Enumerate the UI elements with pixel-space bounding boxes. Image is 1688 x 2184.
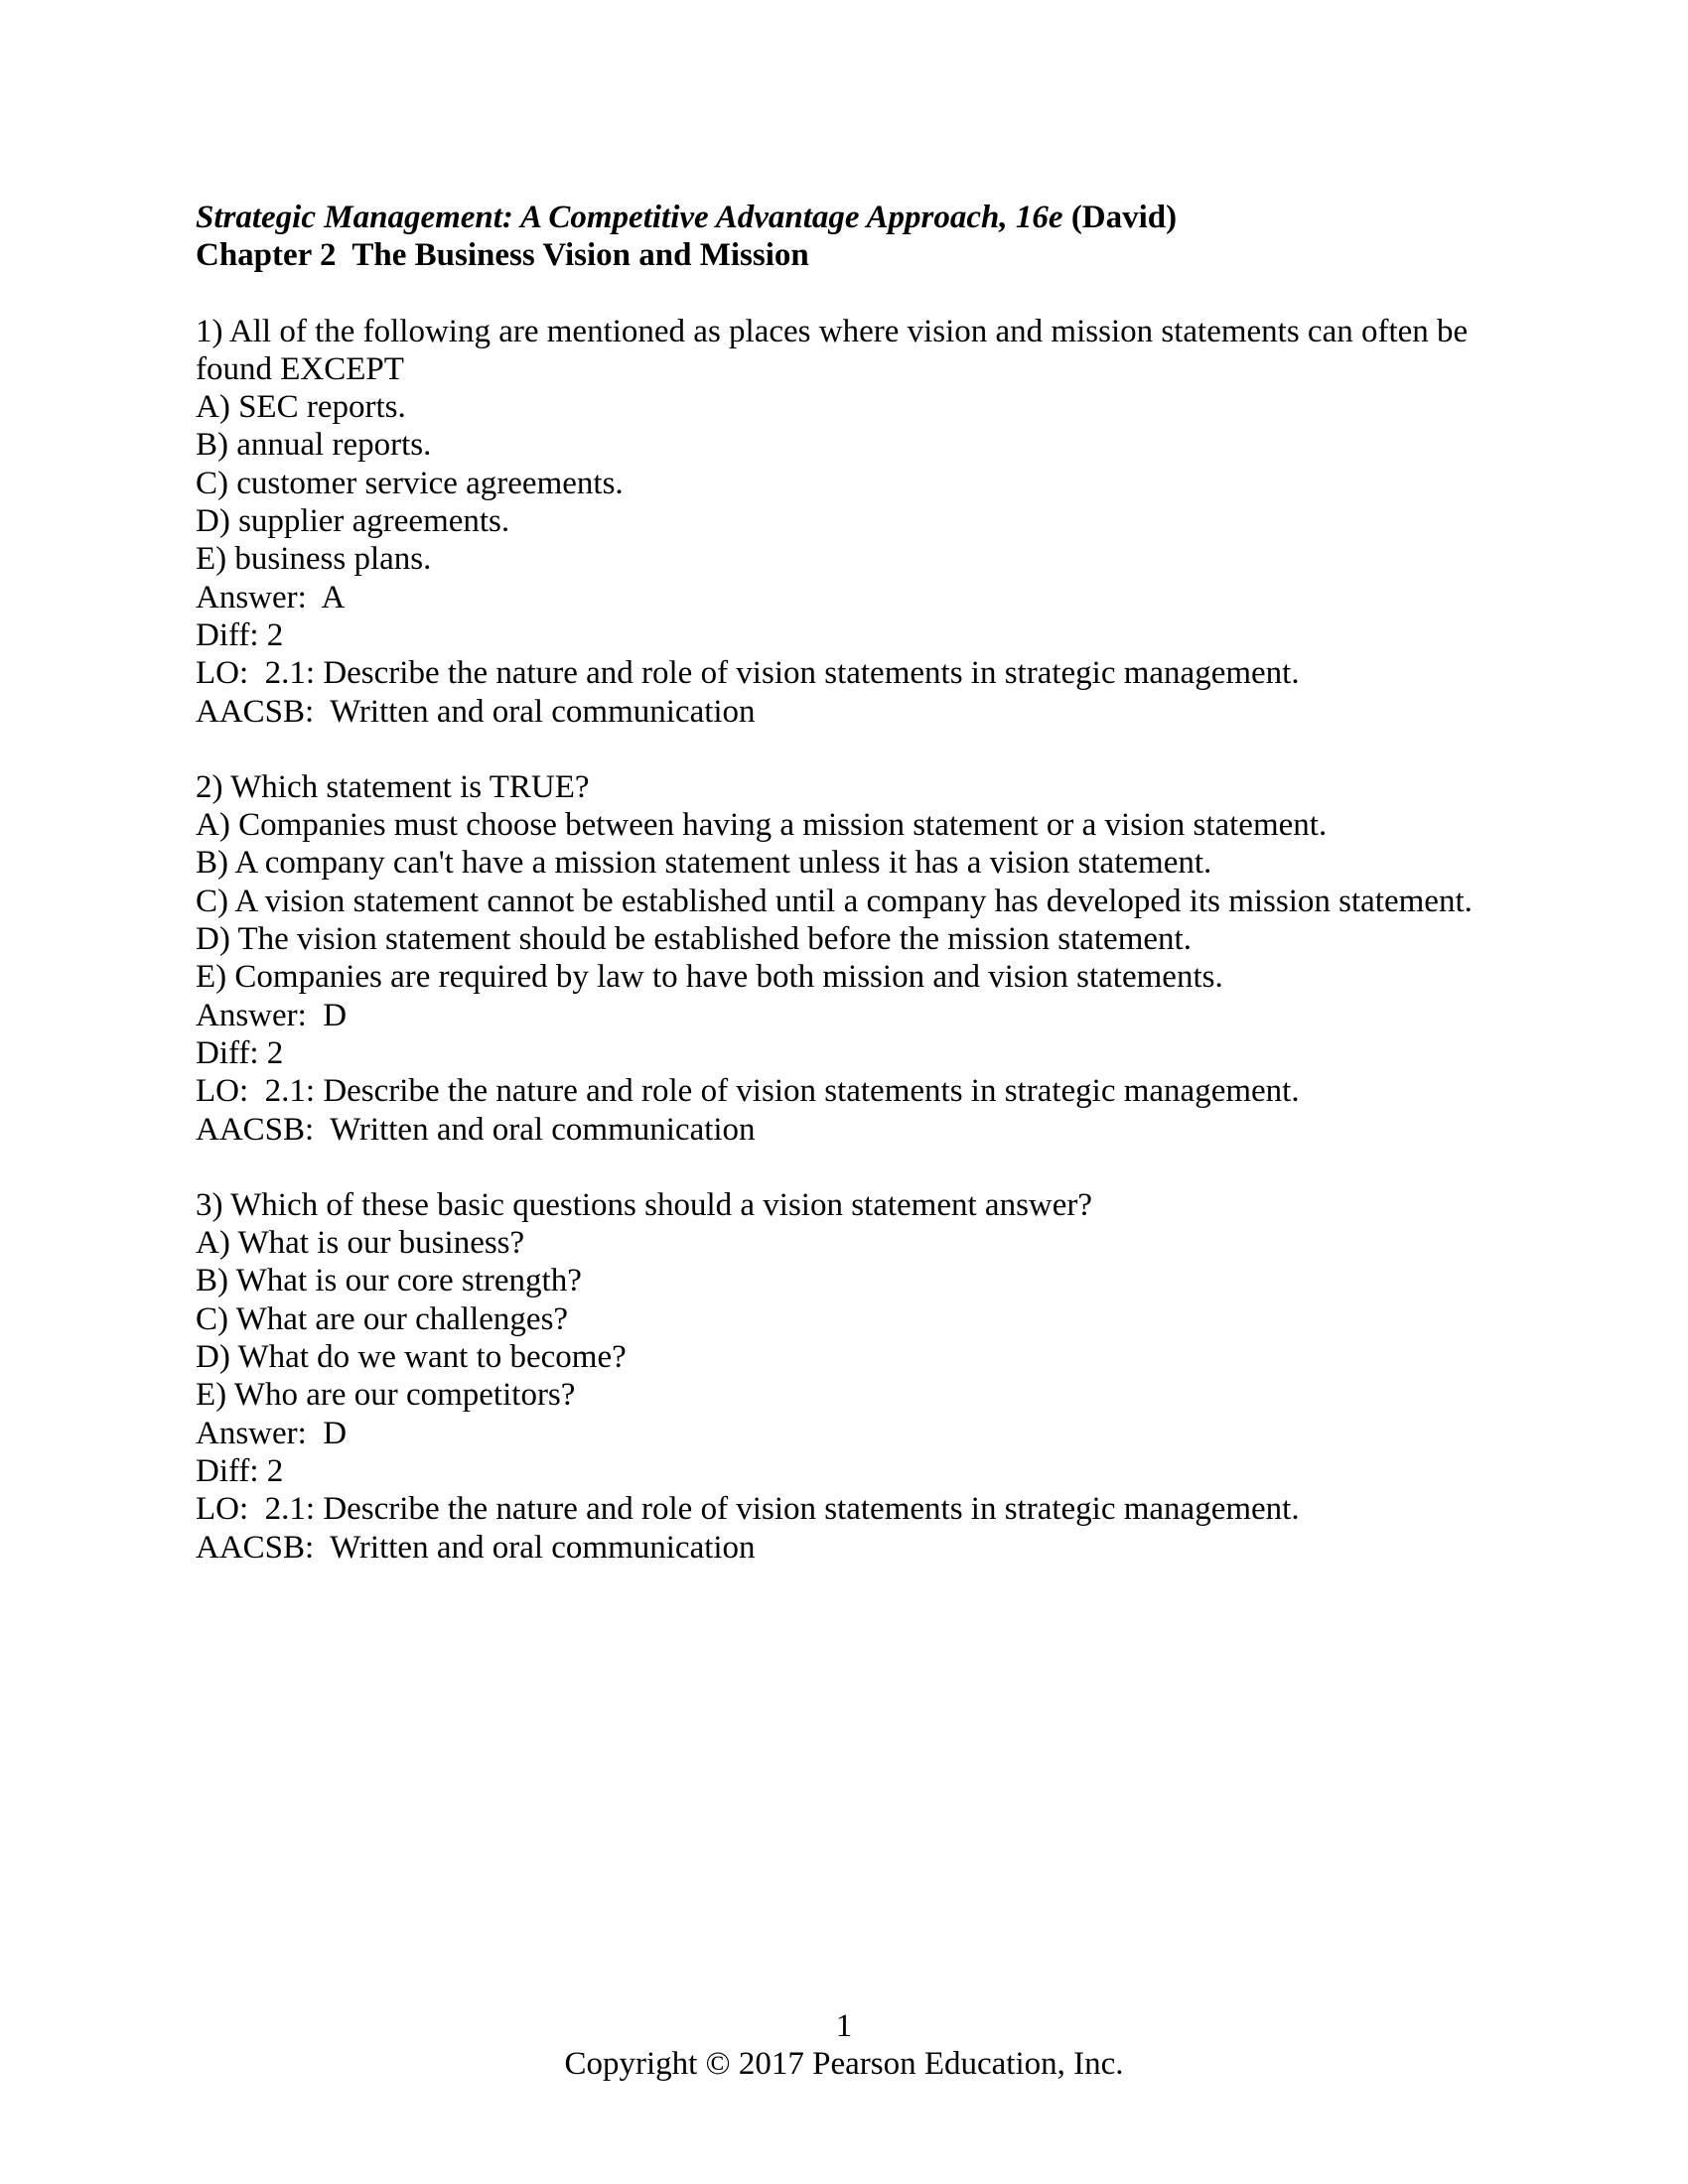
aacsb-line: AACSB: Written and oral communication [196,1529,756,1566]
aacsb-line: AACSB: Written and oral communication [196,1111,756,1148]
answer-option-e: E) business plans. [196,541,432,578]
answer-option-c: C) What are our challenges? [196,1300,569,1337]
document-header [196,199,1489,275]
copyright-line: Copyright © 2017 Pearson Education, Inc. [564,2046,1124,2083]
document-content [196,199,1489,1604]
chapter-title: Chapter 2 The Business Vision and Mission [196,237,809,274]
answer-line: Answer: A [196,579,346,615]
book-title-line [196,199,1489,236]
answer-line: Answer: D [196,1415,348,1451]
aacsb-line: AACSB: Written and oral communication [196,693,756,730]
answer-option-c: C) A vision statement cannot be established until a company has developed its mission statement. [196,883,1473,919]
difficulty-line: Diff: 2 [196,1034,284,1071]
difficulty-line: Diff: 2 [196,1452,284,1489]
answer-option-e: E) Companies are required by law to have both mission and vision statements. [196,959,1223,996]
answer-line: Answer: D [196,997,348,1033]
difficulty-line: Diff: 2 [196,616,284,653]
page-footer [0,2007,1688,2084]
answer-option-d: D) The vision statement should be established before the mission statement. [196,921,1192,958]
book-author: (David) [1062,200,1178,235]
question-stem: 1) All of the following are mentioned as places where vision and mission statements can often be found EXCEPT [196,313,1477,387]
book-title: Strategic Management: A Competitive Advantage Approach, 16e [196,200,1063,235]
question-stem: 2) Which statement is TRUE? [196,768,590,805]
answer-option-a: A) What is our business? [196,1225,525,1262]
question-block-2 [196,768,1489,1149]
answer-option-b: B) What is our core strength? [196,1263,582,1299]
question-stem: 3) Which of these basic questions should a vision statement answer? [196,1186,1093,1223]
answer-option-b: B) annual reports. [196,427,432,464]
answer-option-d: D) What do we want to become? [196,1339,627,1376]
question-block-1 [196,313,1489,731]
learning-objective-line: LO: 2.1: Describe the nature and role of vision statements in strategic management. [196,655,1300,692]
learning-objective-line: LO: 2.1: Describe the nature and role of vision statements in strategic management. [196,1073,1300,1110]
answer-option-e: E) Who are our competitors? [196,1377,576,1414]
page-number: 1 [835,2008,853,2044]
question-block-3 [196,1186,1489,1567]
answer-option-a: A) Companies must choose between having a mission statement or a vision statement. [196,807,1328,844]
answer-option-d: D) supplier agreements. [196,503,510,540]
learning-objective-line: LO: 2.1: Describe the nature and role of vision statements in strategic management. [196,1491,1300,1528]
answer-option-a: A) SEC reports. [196,389,406,426]
answer-option-b: B) A company can't have a mission statement unless it has a vision statement. [196,845,1212,882]
answer-option-c: C) customer service agreements. [196,465,624,501]
